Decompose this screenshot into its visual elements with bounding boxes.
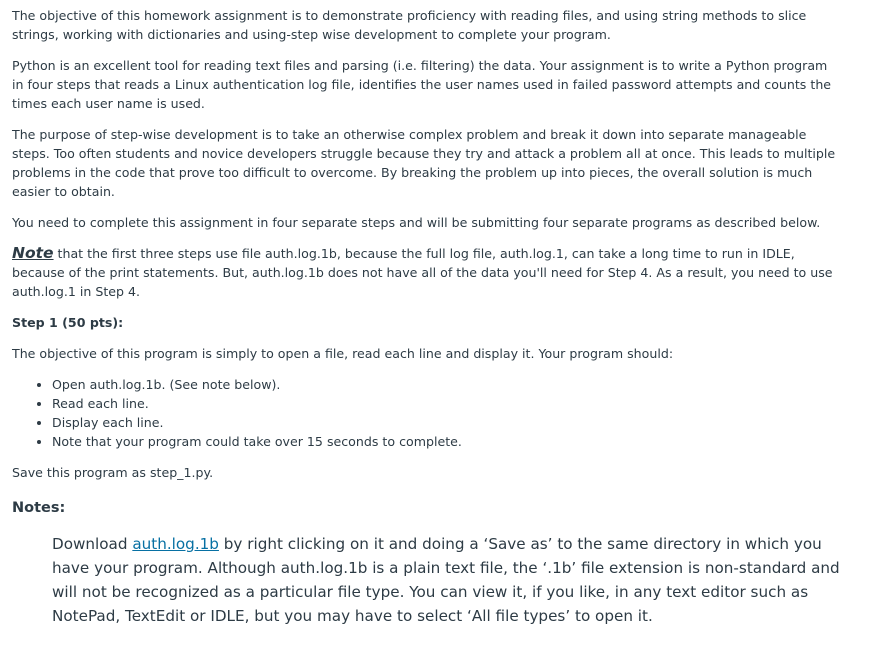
step1-heading-text: Step 1 (50 pts): <box>12 315 124 330</box>
save-instruction: Save this program as step_1.py. <box>12 465 214 480</box>
list-item: • Open auth.log.1b. (See note below). <box>52 375 842 394</box>
note-paragraph <box>12 244 842 301</box>
python-paragraph: Python is an excellent tool for reading text files and parsing (i.e. filtering) the data. Your assignment is to write a Python program in four steps that reads a Linux authentication log file, identifies the user names used in failed password attempts and counts the times each user name is used. <box>12 58 832 111</box>
notes-heading: Notes: <box>12 500 66 516</box>
list-item: • Note that your program could take over 15 seconds to complete. <box>52 432 842 451</box>
download-suffix: by right clicking on it and doing a ‘Save as’ to the same directory in which you have your program. Although auth.log.1b is a plain text file, the ‘.1b’ file extension is non-standard and will not be recognized as a particular file type. You can view it, if you like, in any text editor such as NotePad, TextEdit or IDLE, but you may have to select ‘All file types’ to open it. <box>52 535 840 625</box>
assignment-content <box>12 6 842 628</box>
four-steps-paragraph: You need to complete this assignment in four separate steps and will be submitting four separate programs as described below. <box>12 215 821 230</box>
download-prefix: Download <box>52 535 133 553</box>
step1-intro: The objective of this program is simply to open a file, read each line and display it. Your program should: <box>12 346 674 361</box>
note-label: Note <box>12 244 54 262</box>
note-text: that the first three steps use file auth.log.1b, because the full log file, auth.log.1, can take a long time to run in IDLE, because of the print statements. But, auth.log.1b does not have all of the data you'll need for Step 4. As a result, you need to use auth.log.1 in Step 4. <box>12 246 833 299</box>
list-item: • Display each line. <box>52 413 842 432</box>
objective-paragraph: The objective of this homework assignment is to demonstrate proficiency with reading files, and using string methods to slice strings, working with dictionaries and using-step wise development to complete your program. <box>12 8 807 42</box>
auth-log-link[interactable]: auth.log.1b <box>132 535 219 553</box>
step1-list <box>12 375 842 451</box>
list-item: • Read each line. <box>52 394 842 413</box>
download-paragraph <box>52 532 842 628</box>
step1-heading <box>12 313 842 332</box>
stepwise-paragraph: The purpose of step-wise development is to take an otherwise complex problem and break it down into separate manageable steps. Too often students and novice developers struggle because they try and attack a problem all at once. This leads to multiple problems in the code that prove too difficult to overcome. By breaking the problem up into pieces, the overall solution is much easier to obtain. <box>12 127 836 199</box>
